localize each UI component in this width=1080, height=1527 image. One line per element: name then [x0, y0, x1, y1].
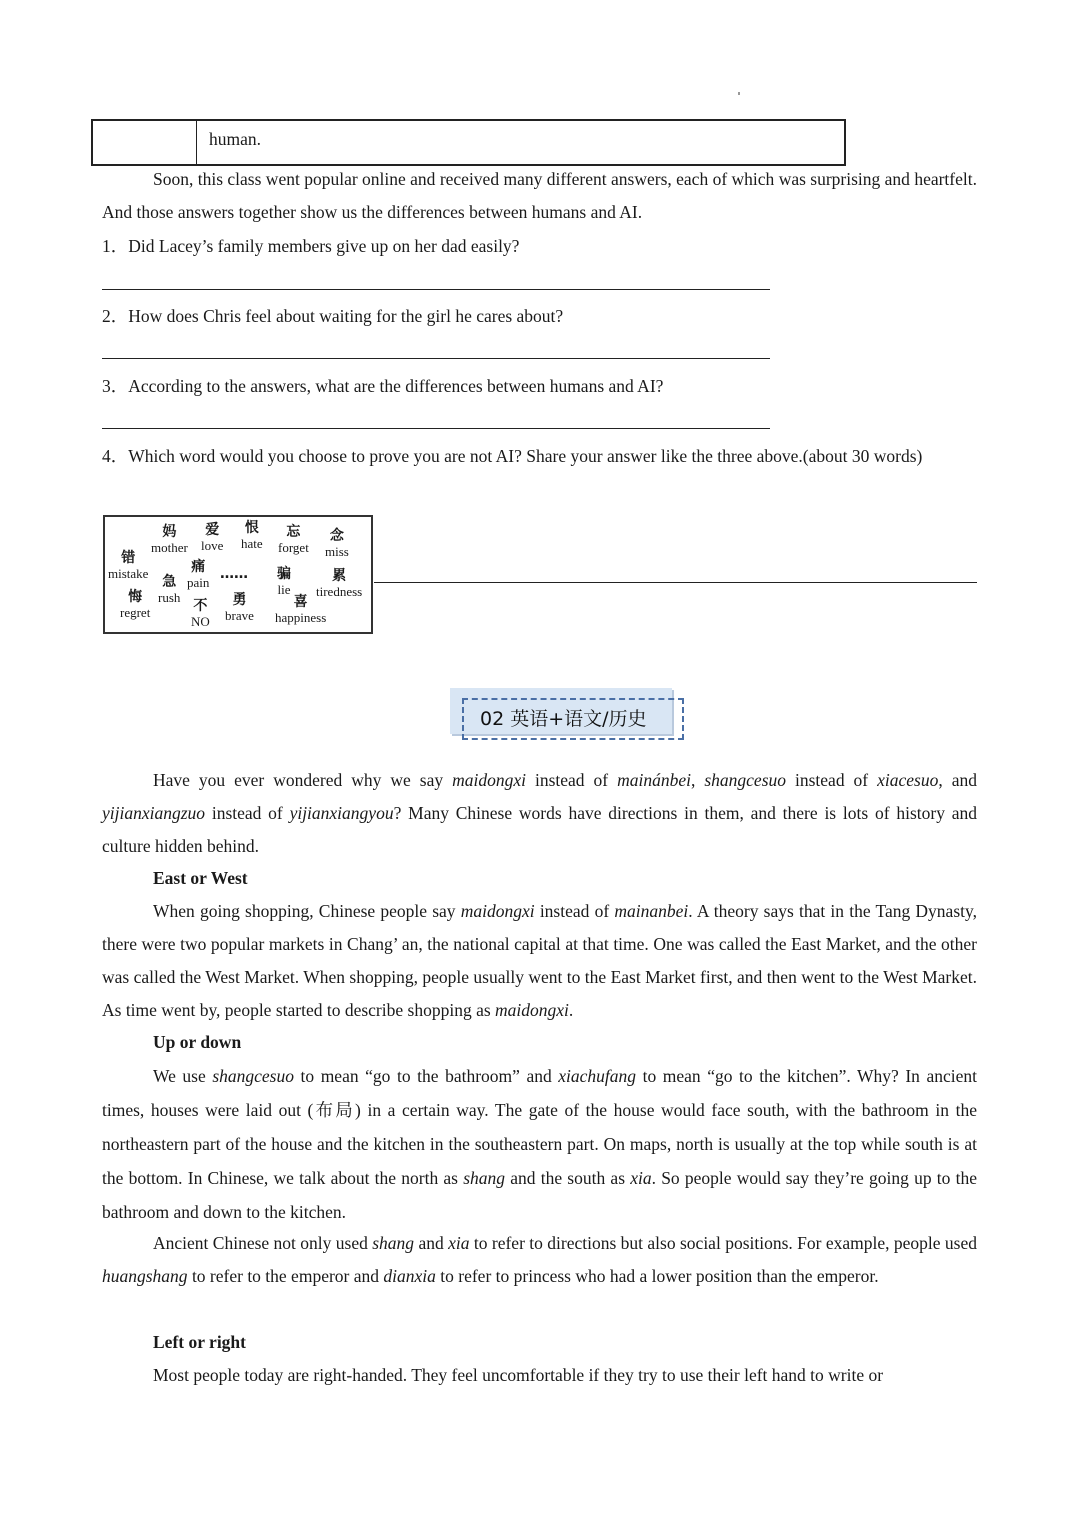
- table-cell-text: human.: [209, 129, 262, 149]
- passage-paragraph-5: Most people today are right-handed. They feel uncomfortable if they try to use their left hand to write or: [153, 1365, 884, 1385]
- question-4: 4．Which word would you choose to prove you are not AI? Share your answer like the three above.(about 30 words): [102, 446, 923, 466]
- answer-line-1[interactable]: [102, 289, 770, 290]
- passage-paragraph-4: Ancient Chinese not only used shang and xia to refer to directions but also social positions. For example, people used huangshang to refer to the emperor and dianxia to refer to princess who had a lower position than the emperor.: [102, 1233, 977, 1286]
- heading-up-down: Up or down: [153, 1032, 242, 1052]
- question-3: 3．According to the answers, what are the differences between humans and AI?: [102, 376, 664, 396]
- passage-paragraph-3: We use shangcesuo to mean “go to the bathroom” and xiachufang to mean “go to the kitchen”. Why? In ancient times, houses were laid out (布局) in a certain way. The gate of the house would face south, with the bathroom in the northeastern part of the house and the kitchen in the southeastern part. On maps, north is usually at the top while south is at the bottom. In Chinese, we talk about the north as shang and the south as xia. So people would say they’re going up to the bathroom and down to the kitchen.: [102, 1066, 978, 1222]
- heading-left-right: Left or right: [153, 1332, 246, 1352]
- word-item: 忘 forget: [278, 524, 309, 555]
- word-item: 恨 hate: [241, 520, 263, 551]
- answer-line-3[interactable]: [102, 428, 770, 429]
- passage-paragraph-1: Have you ever wondered why we say maidongxi instead of mainánbei, shangcesuo instead of xiacesuo, and yijianxiangzuo instead of yijianxiangyou? Many Chinese words have directions in them, and there is lots of history and culture hidden behind.: [102, 770, 978, 856]
- word-item: 妈 mother: [151, 524, 188, 555]
- word-item: 悔 regret: [120, 589, 151, 620]
- word-item: 痛 pain: [187, 559, 210, 590]
- table-fragment: [91, 119, 846, 166]
- word-item: 不 NO: [191, 598, 210, 629]
- section-badge: 02 英语+语文/历史: [462, 698, 684, 740]
- word-item: 勇 brave: [225, 592, 254, 623]
- passage-paragraph-2: When going shopping, Chinese people say maidongxi instead of mainanbei. A theory says that in the Tang Dynasty, there were two popular markets in Chang’ an, the national capital at that time. One was called the East Market, and the other was called the West Market. When shopping, people usually went to the East Market first, and then went to the West Market. As time went by, people started to describe shopping as maidongxi.: [102, 901, 977, 1020]
- word-item: 喜 happiness: [275, 594, 327, 625]
- heading-east-west: East or West: [153, 868, 248, 888]
- question-2: 2．How does Chris feel about waiting for the girl he cares about?: [102, 306, 564, 326]
- word-item: 念 miss: [325, 528, 349, 559]
- word-item: 爱 love: [201, 522, 224, 553]
- word-box: [103, 515, 373, 634]
- word-item: 急 rush: [158, 574, 181, 605]
- intro-paragraph: Soon, this class went popular online and received many different answers, each of which was surprising and heartfelt. And those answers together show us the differences between humans and AI.: [102, 169, 977, 222]
- word-ellipsis: ……: [220, 566, 248, 582]
- word-item: 累 tiredness: [316, 568, 363, 599]
- answer-line-2[interactable]: [102, 358, 770, 359]
- question-1: 1．Did Lacey’s family members give up on her dad easily?: [102, 236, 520, 256]
- stray-mark: [738, 92, 740, 95]
- table-cell-empty: [93, 121, 197, 164]
- answer-line-4[interactable]: [374, 582, 977, 583]
- word-item: 错 mistake: [108, 550, 149, 581]
- word-item: 骗 lie: [277, 566, 291, 597]
